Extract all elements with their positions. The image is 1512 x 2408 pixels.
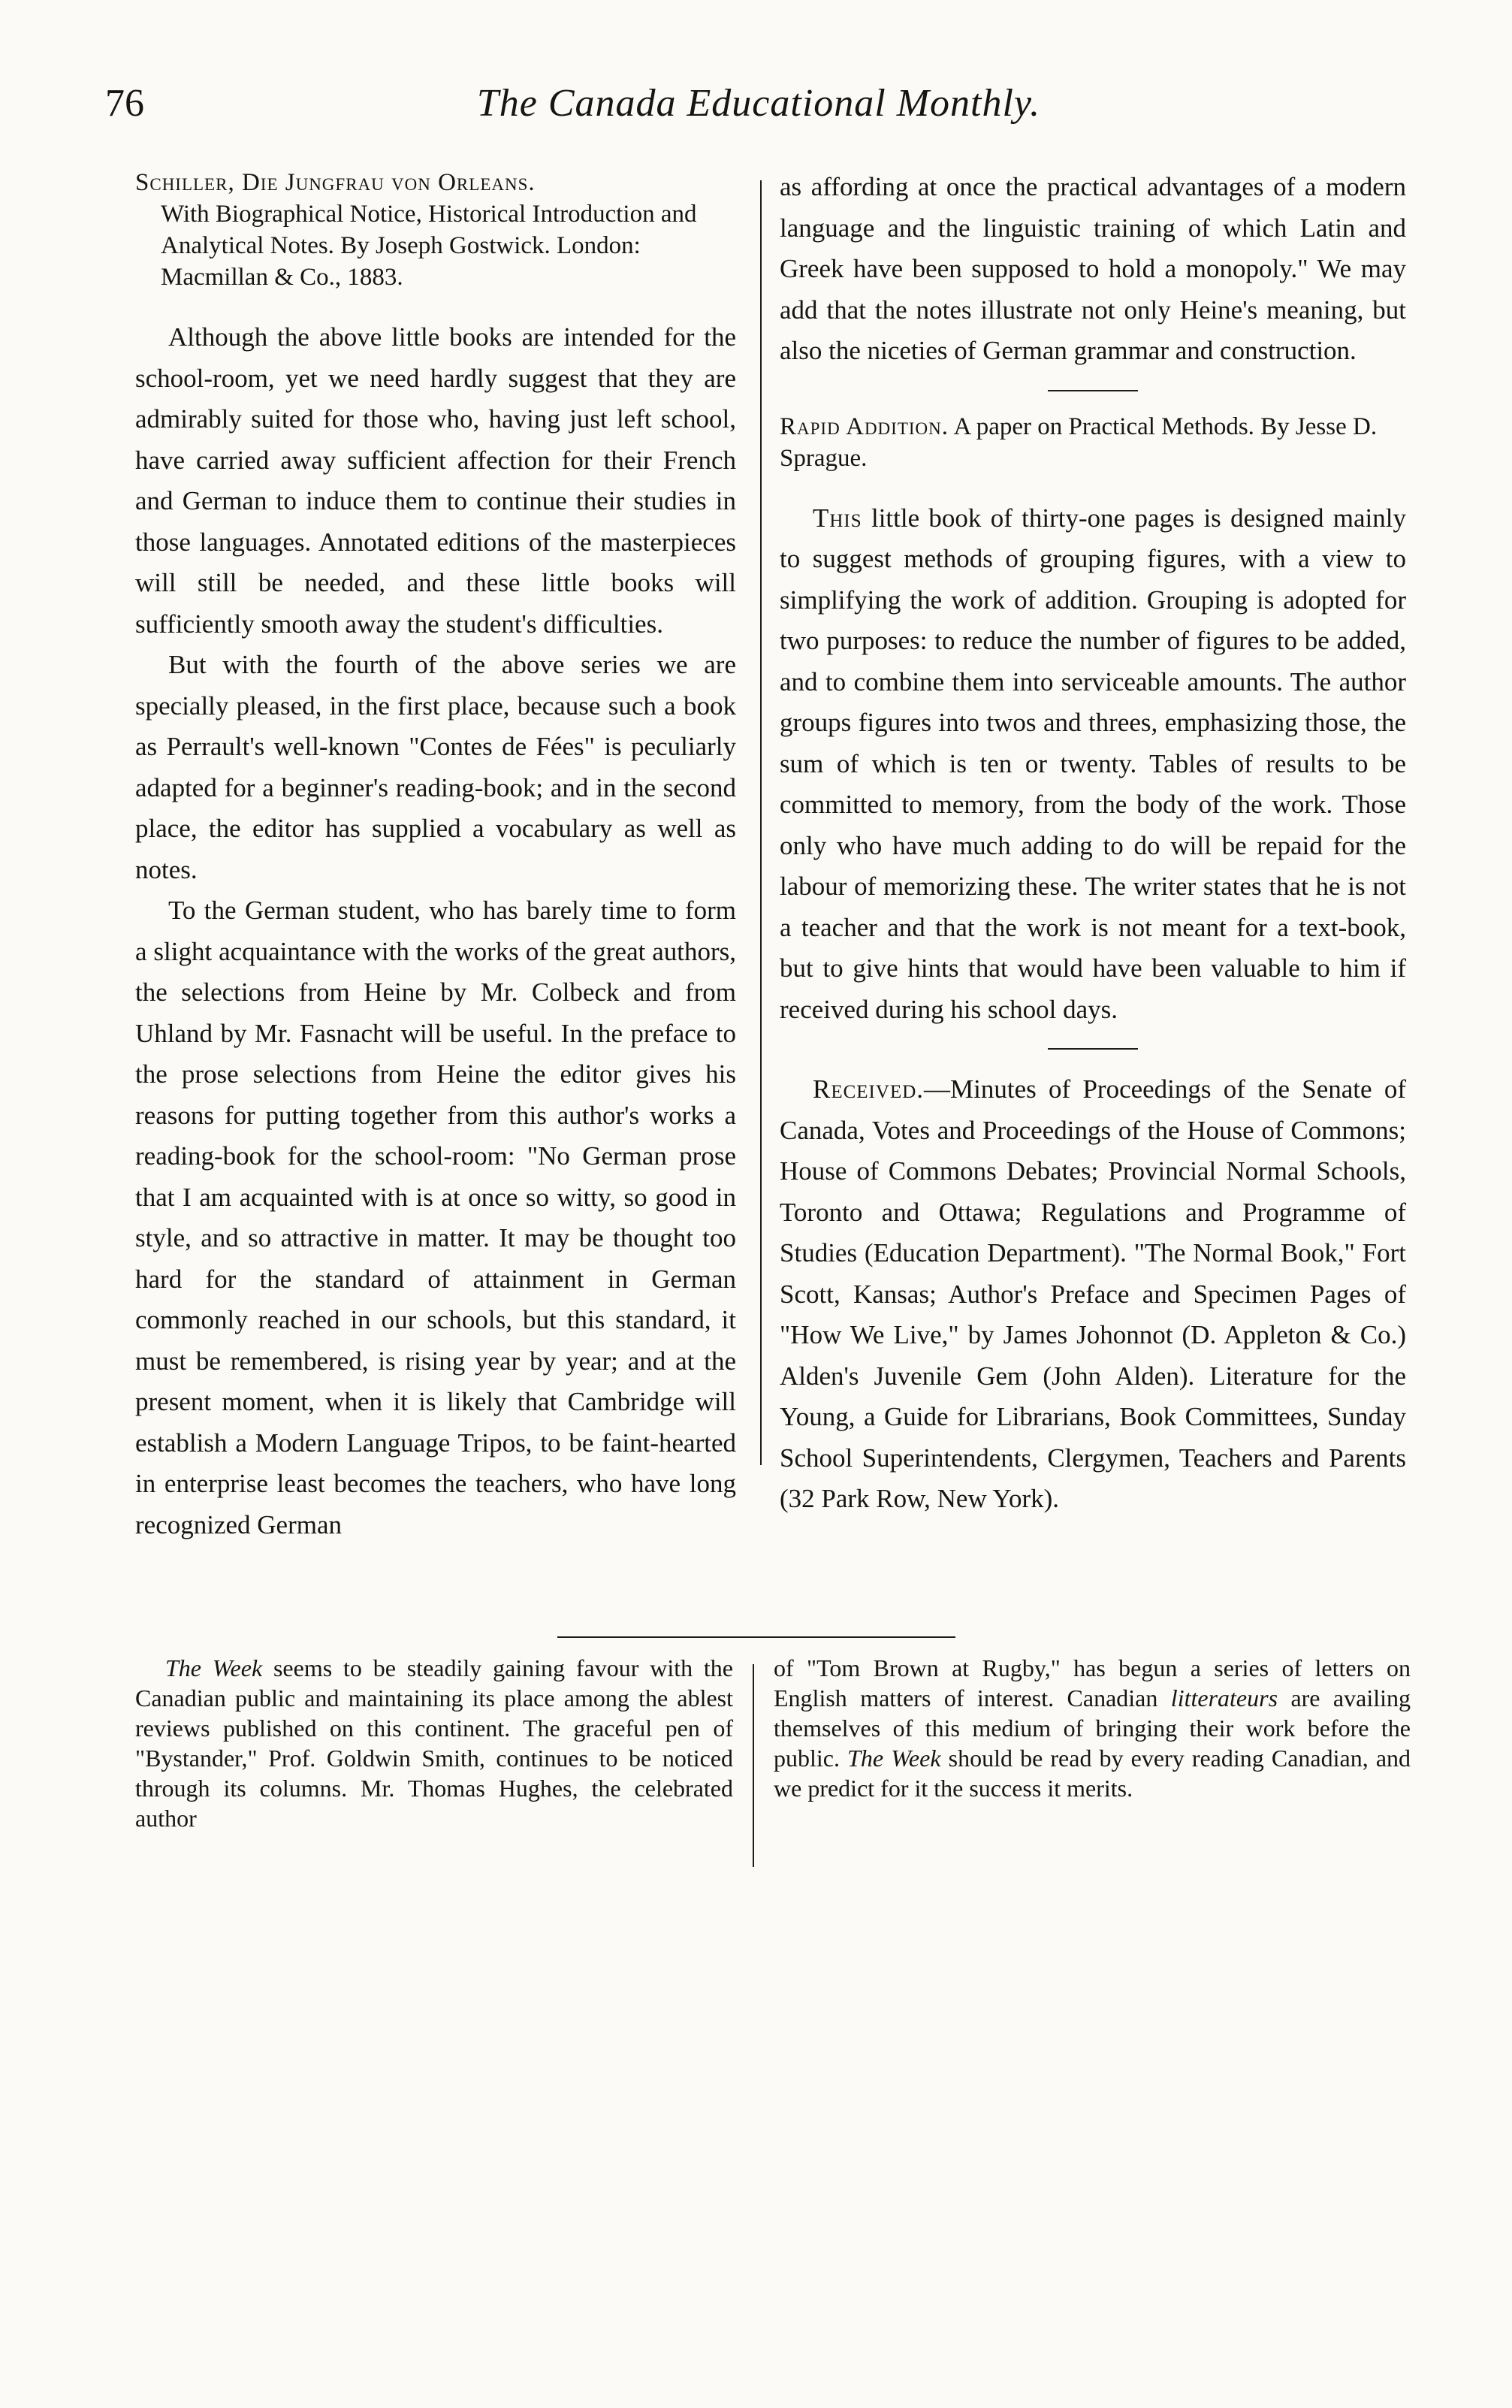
- page-header: [105, 81, 1412, 141]
- right-column: [780, 167, 1406, 1520]
- bib-details: A paper on Practical Methods. By Jesse D. Sprague.: [780, 412, 1378, 472]
- italic-run: litterateurs: [1170, 1684, 1278, 1712]
- bib-title: Schiller, Die Jungfrau von Orleans.: [135, 169, 536, 196]
- paragraph: [774, 1653, 1411, 1803]
- lead-word: Received.: [813, 1074, 925, 1104]
- italic-title: The Week: [165, 1654, 263, 1681]
- section-divider: [1048, 390, 1138, 391]
- page-number: 76: [105, 82, 144, 125]
- bottom-right-column: [774, 1653, 1411, 1803]
- paragraph: [780, 498, 1406, 1031]
- text-run: are availing themselves of this medium of bringing their work before the public.: [774, 1684, 1411, 1772]
- bib-title: Rapid Addition.: [780, 412, 949, 440]
- paragraph: Although the above little books are intended for the school-room, yet we need hardly suggest that they are admirably suited for those who, having just left school, have carried away sufficient affection for their French and German to induce them to continue their studies in those languages. Annotated editions of the masterpieces will still be needed, and these little books will sufficiently smooth away the student's difficulties.: [135, 322, 736, 639]
- text-run: of "Tom Brown at Rugby," has begun a series of letters on English matters of interest. Canadian: [774, 1654, 1411, 1712]
- column-divider: [753, 1664, 754, 1867]
- section-divider: [1048, 1048, 1138, 1050]
- paragraph-body: —Minutes of Proceedings of the Senate of Canada, Votes and Proceedings of the House of Commons; House of Commons Debates; Provincial Normal Schools, Toronto and Ottawa; Regulations and Programme of Studies (Education Department). "The Normal Book," Fort Scott, Kansas; Author's Preface and Specimen Pages of "How We Live," by James Johonnot (D. Appleton & Co.) Alden's Juvenile Gem (John Alden). Literature for the Young, a Guide for Librarians, Book Committees, Sunday School Superintendents, Clergymen, Teachers and Parents (32 Park Row, New York).: [780, 1074, 1406, 1513]
- section-divider-wide: [557, 1636, 955, 1638]
- paragraph-body: little book of thirty-one pages is designed mainly to suggest methods of grouping figures, with a view to simplifying the work of addition. Grouping is adopted for two purposes: to reduce the number of figures to be added, and to combine them into serviceable amounts. The author groups figures into twos and threes, emphasizing those, the sum of which is ten or twenty. Tables of results to be committed to memory, from the body of the work. Those only who have much adding to do will be repaid for the labour of memorizing these. The writer states that he is not a teacher and that the work is not meant for a text-book, but to give hints that would have been valuable to him if received during his school days.: [780, 503, 1407, 1024]
- lead-word: This: [813, 503, 862, 533]
- italic-title: The Week: [847, 1745, 941, 1772]
- paragraph-body: seems to be steadily gaining favour with the Canadian public and maintaining its place among the ablest reviews published on this continent. The graceful pen of "Bystander," Prof. Goldwin Smith, continues to be noticed through its columns. Mr. Thomas Hughes, the celebrated author: [135, 1654, 734, 1832]
- paragraph: But with the fourth of the above series we are specially pleased, in the first place, because such a book as Perrault's well-known "Contes de Fées" is peculiarly adapted for a beginner's reading-book; and in the second place, the editor has supplied a vocabulary as well as notes.: [135, 650, 736, 884]
- bottom-left-column: [135, 1653, 733, 1833]
- paragraph-received: [780, 1069, 1406, 1520]
- text-run: should be read by every reading Canadian, and we predict for it the success it merits.: [774, 1745, 1411, 1802]
- paragraph-continuation: as affording at once the practical advantages of a modern language and the linguistic training of which Latin and Greek have been supposed to hold a monopoly." We may add that the notes illustrate not only Heine's meaning, but also the niceties of German grammar and construction.: [780, 172, 1406, 365]
- bib-entry-rapid-addition: [780, 411, 1406, 474]
- left-column: [135, 167, 736, 1545]
- running-title: The Canada Educational Monthly.: [476, 82, 1041, 125]
- bib-details: With Biographical Notice, Historical Introduction and Analytical Notes. By Joseph Gostwick. London: Macmillan & Co., 1883.: [161, 201, 697, 291]
- bib-entry-schiller: [135, 167, 736, 293]
- paragraph: To the German student, who has barely time to form a slight acquaintance with the works of the great authors, the selections from Heine by Mr. Colbeck and from Uhland by Mr. Fasnacht will be useful. In the preface to the prose selections from Heine the editor gives his reasons for putting together from this author's works a reading-book for the school-room: "No German prose that I am acquainted with is at once so witty, so good in style, and so attractive in matter. It may be thought too hard for the standard of attainment in German commonly reached in our schools, but this standard, it must be remembered, is rising year by year; and at the present moment, when it is likely that Cambridge will establish a Modern Language Tripos, to be faint-hearted in enterprise least becomes the teachers, who have long recognized German: [135, 896, 736, 1539]
- column-divider: [760, 180, 762, 1465]
- paragraph: [135, 1653, 733, 1833]
